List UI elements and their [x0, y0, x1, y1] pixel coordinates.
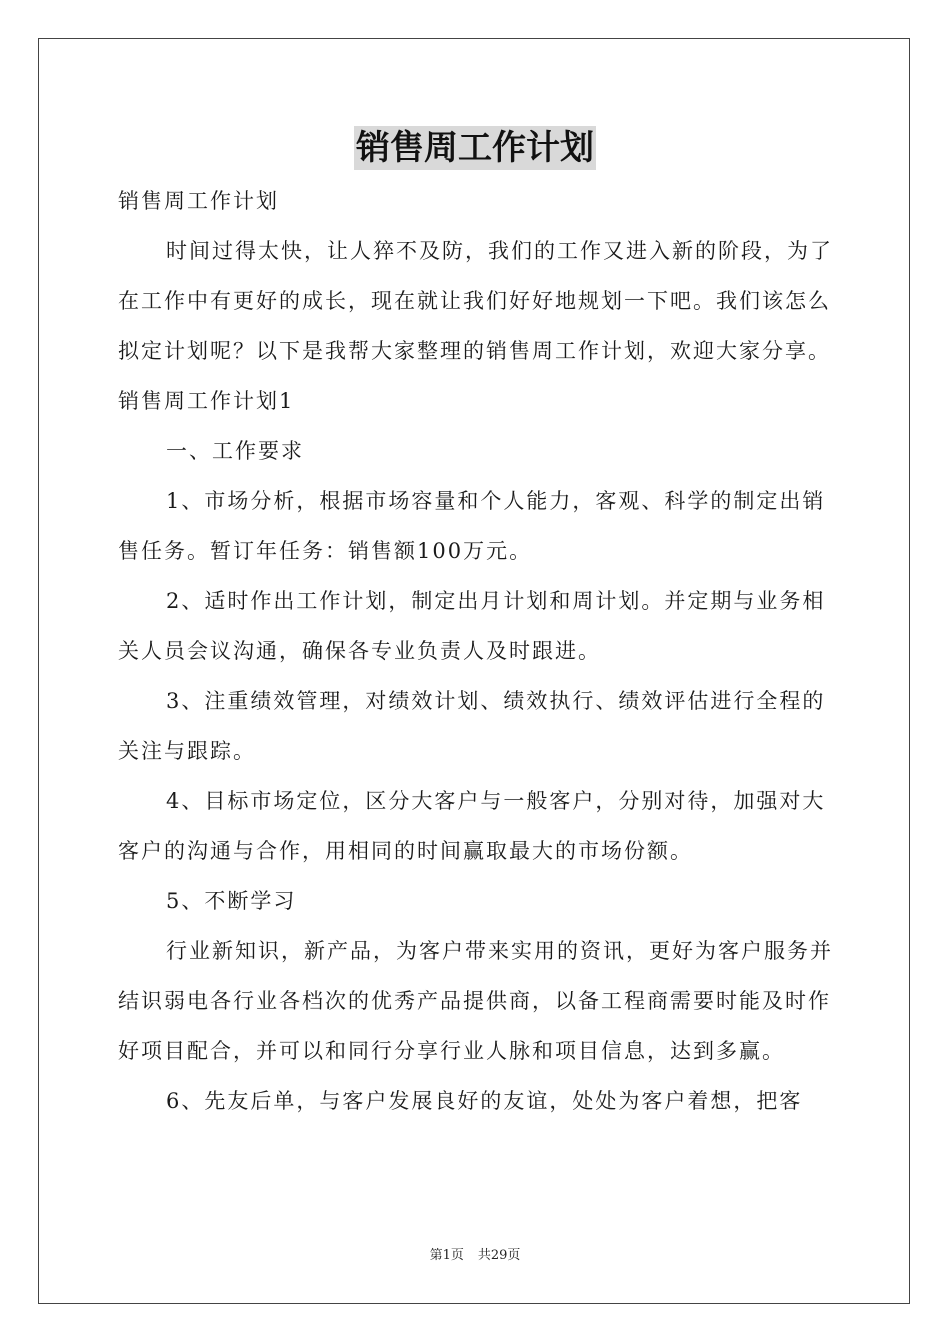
paragraph-item-5: 5、不断学习 [166, 889, 297, 913]
paragraph-intro: 时间过得太快，让人猝不及防，我们的工作又进入新的阶段，为了在工作中有更好的成长，现在就让我们好好地规划一下吧。我们该怎么拟定计划呢？以下是我帮大家整理的销售周工作计划，欢迎大家分享。 [118, 239, 833, 363]
paragraph-section-title: 销售周工作计划1 [118, 389, 295, 413]
paragraph-item-6: 6、先友后单，与客户发展良好的友谊，处处为客户着想，把客 [166, 1089, 803, 1113]
document-body [118, 176, 838, 1126]
paragraph-item-3: 3、注重绩效管理，对绩效计划、绩效执行、绩效评估进行全程的关注与跟踪。 [118, 689, 826, 763]
page-footer [0, 1246, 950, 1266]
document-title: 销售周工作计划 [356, 128, 594, 168]
paragraph-subheading: 一、工作要求 [166, 439, 304, 463]
page-total: 共29页 [477, 1248, 521, 1263]
paragraph-item-2: 2、适时作出工作计划，制定出月计划和周计划。并定期与业务相关人员会议沟通，确保各专业负责人及时跟进。 [118, 589, 826, 663]
page-number: 第1页 [429, 1248, 464, 1263]
title-container [0, 126, 950, 170]
paragraph-item-4: 4、目标市场定位，区分大客户与一般客户，分别对待，加强对大客户的沟通与合作，用相同的时间赢取最大的市场份额。 [118, 789, 826, 863]
paragraph-heading: 销售周工作计划 [118, 189, 279, 213]
paragraph-item-1: 1、市场分析，根据市场容量和个人能力，客观、科学的制定出销售任务。暂订年任务：销售额100万元。 [118, 489, 826, 563]
paragraph-item-5-body: 行业新知识，新产品，为客户带来实用的资讯，更好为客户服务并结识弱电各行业各档次的优秀产品提供商，以备工程商需要时能及时作好项目配合，并可以和同行分享行业人脉和项目信息，达到多赢。 [118, 939, 833, 1063]
